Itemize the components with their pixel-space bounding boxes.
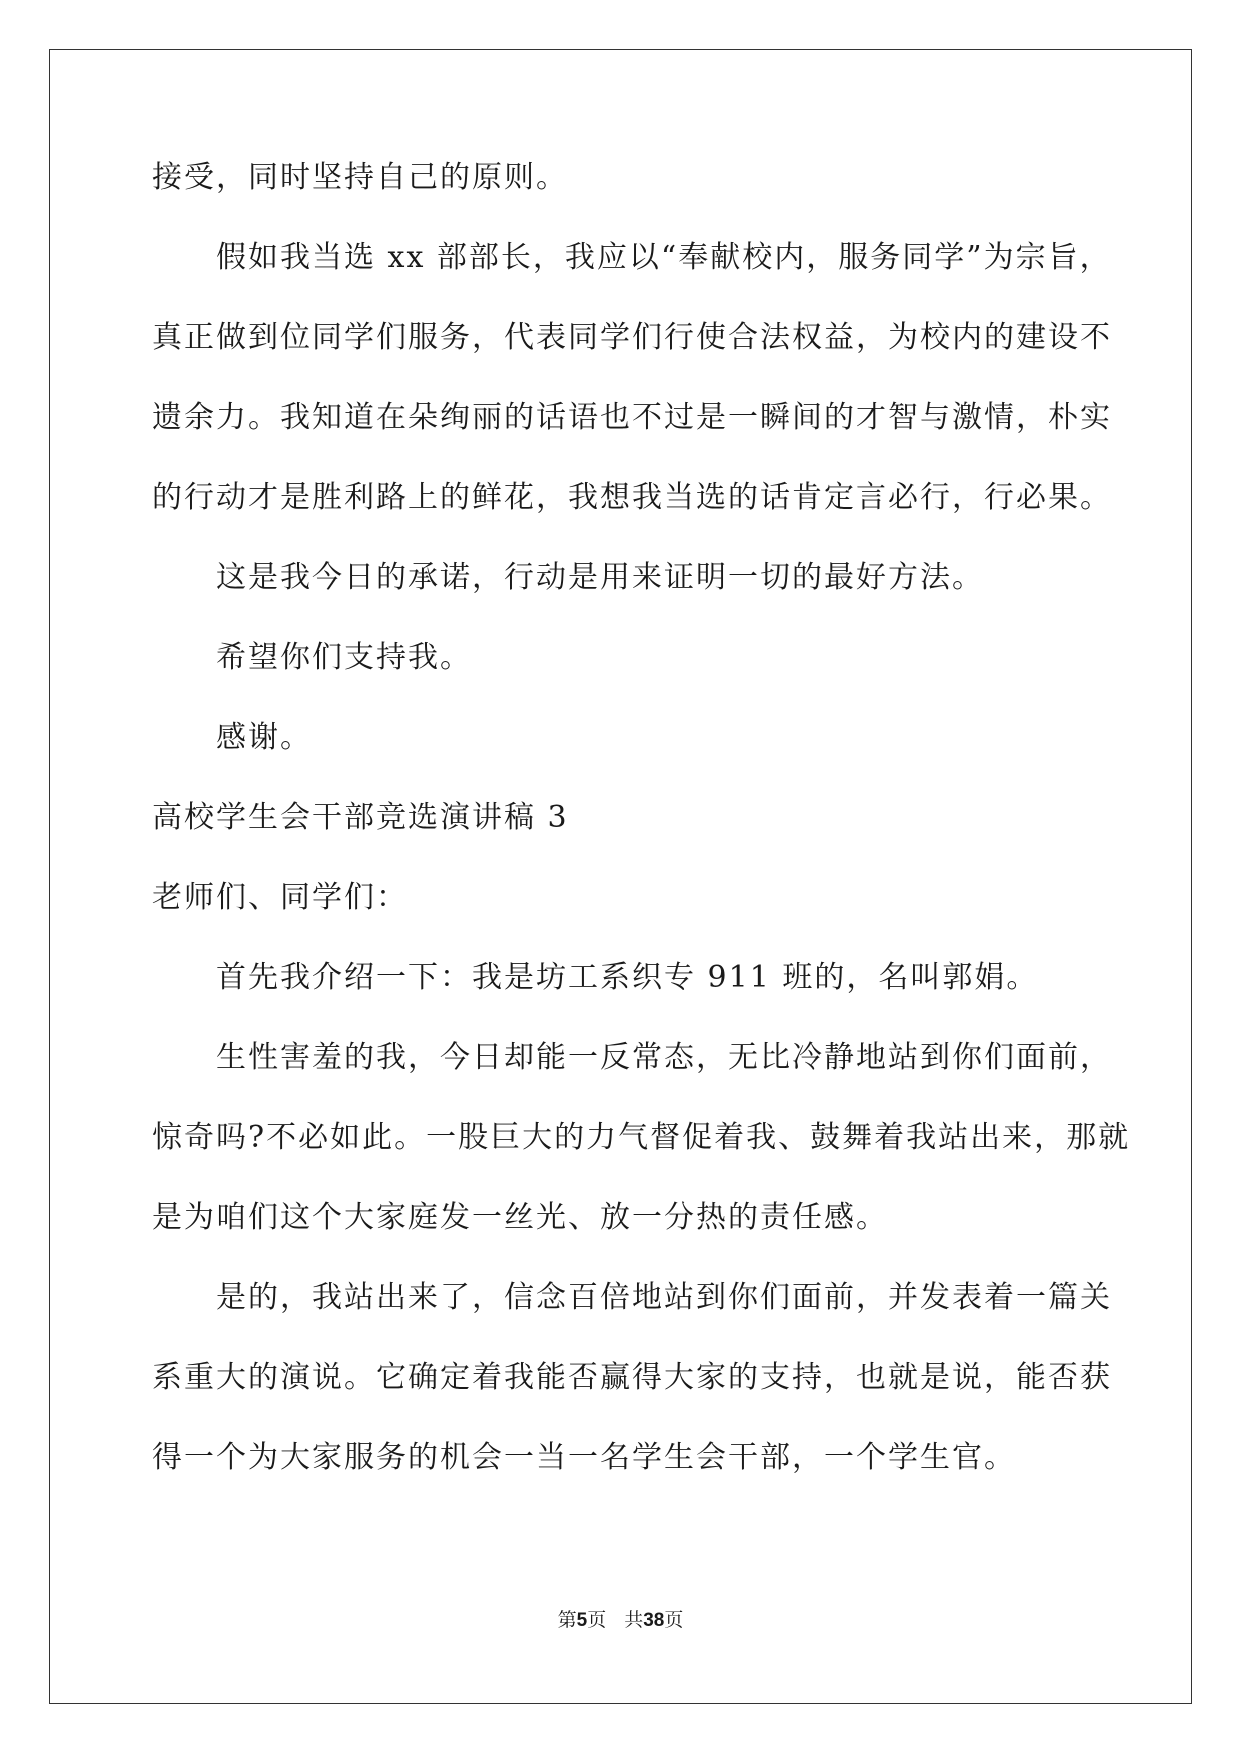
page-suffix: 页 bbox=[587, 1609, 607, 1631]
page-total: 38 bbox=[643, 1610, 665, 1631]
paragraph-line: 遗余力。我知道在朵绚丽的话语也不过是一瞬间的才智与激情，朴实 bbox=[152, 400, 1112, 435]
paragraph-line: 假如我当选 xx 部部长，我应以“奉献校内，服务同学”为宗旨， bbox=[216, 240, 1112, 275]
paragraph-line: 得一个为大家服务的机会一当一名学生会干部，一个学生官。 bbox=[152, 1440, 1016, 1475]
section-heading: 高校学生会干部竞选演讲稿 3 bbox=[152, 800, 569, 835]
paragraph-line: 希望你们支持我。 bbox=[216, 640, 472, 675]
page-number: 5 bbox=[576, 1610, 588, 1631]
paragraph-line: 接受，同时坚持自己的原则。 bbox=[152, 160, 568, 195]
paragraph-line: 首先我介绍一下：我是坊工系织专 911 班的，名叫郭娟。 bbox=[216, 960, 1039, 995]
paragraph-line: 真正做到位同学们服务，代表同学们行使合法权益，为校内的建设不 bbox=[152, 320, 1112, 355]
total-prefix: 共 bbox=[624, 1609, 644, 1631]
paragraph-line: 是为咱们这个大家庭发一丝光、放一分热的责任感。 bbox=[152, 1200, 888, 1235]
paragraph-line: 这是我今日的承诺，行动是用来证明一切的最好方法。 bbox=[216, 560, 984, 595]
paragraph-line: 惊奇吗?不必如此。一股巨大的力气督促着我、鼓舞着我站出来，那就 bbox=[152, 1120, 1131, 1155]
paragraph-line: 生性害羞的我，今日却能一反常态，无比冷静地站到你们面前， bbox=[216, 1040, 1112, 1075]
paragraph-line: 感谢。 bbox=[216, 720, 312, 755]
total-suffix: 页 bbox=[664, 1609, 684, 1631]
page-prefix: 第 bbox=[557, 1609, 577, 1631]
salutation: 老师们、同学们： bbox=[152, 880, 408, 915]
page-footer bbox=[0, 1608, 1241, 1633]
paragraph-line: 是的，我站出来了，信念百倍地站到你们面前，并发表着一篇关 bbox=[216, 1280, 1112, 1315]
paragraph-line: 系重大的演说。它确定着我能否赢得大家的支持，也就是说，能否获 bbox=[152, 1360, 1112, 1395]
paragraph-line: 的行动才是胜利路上的鲜花，我想我当选的话肯定言必行，行必果。 bbox=[152, 480, 1112, 515]
